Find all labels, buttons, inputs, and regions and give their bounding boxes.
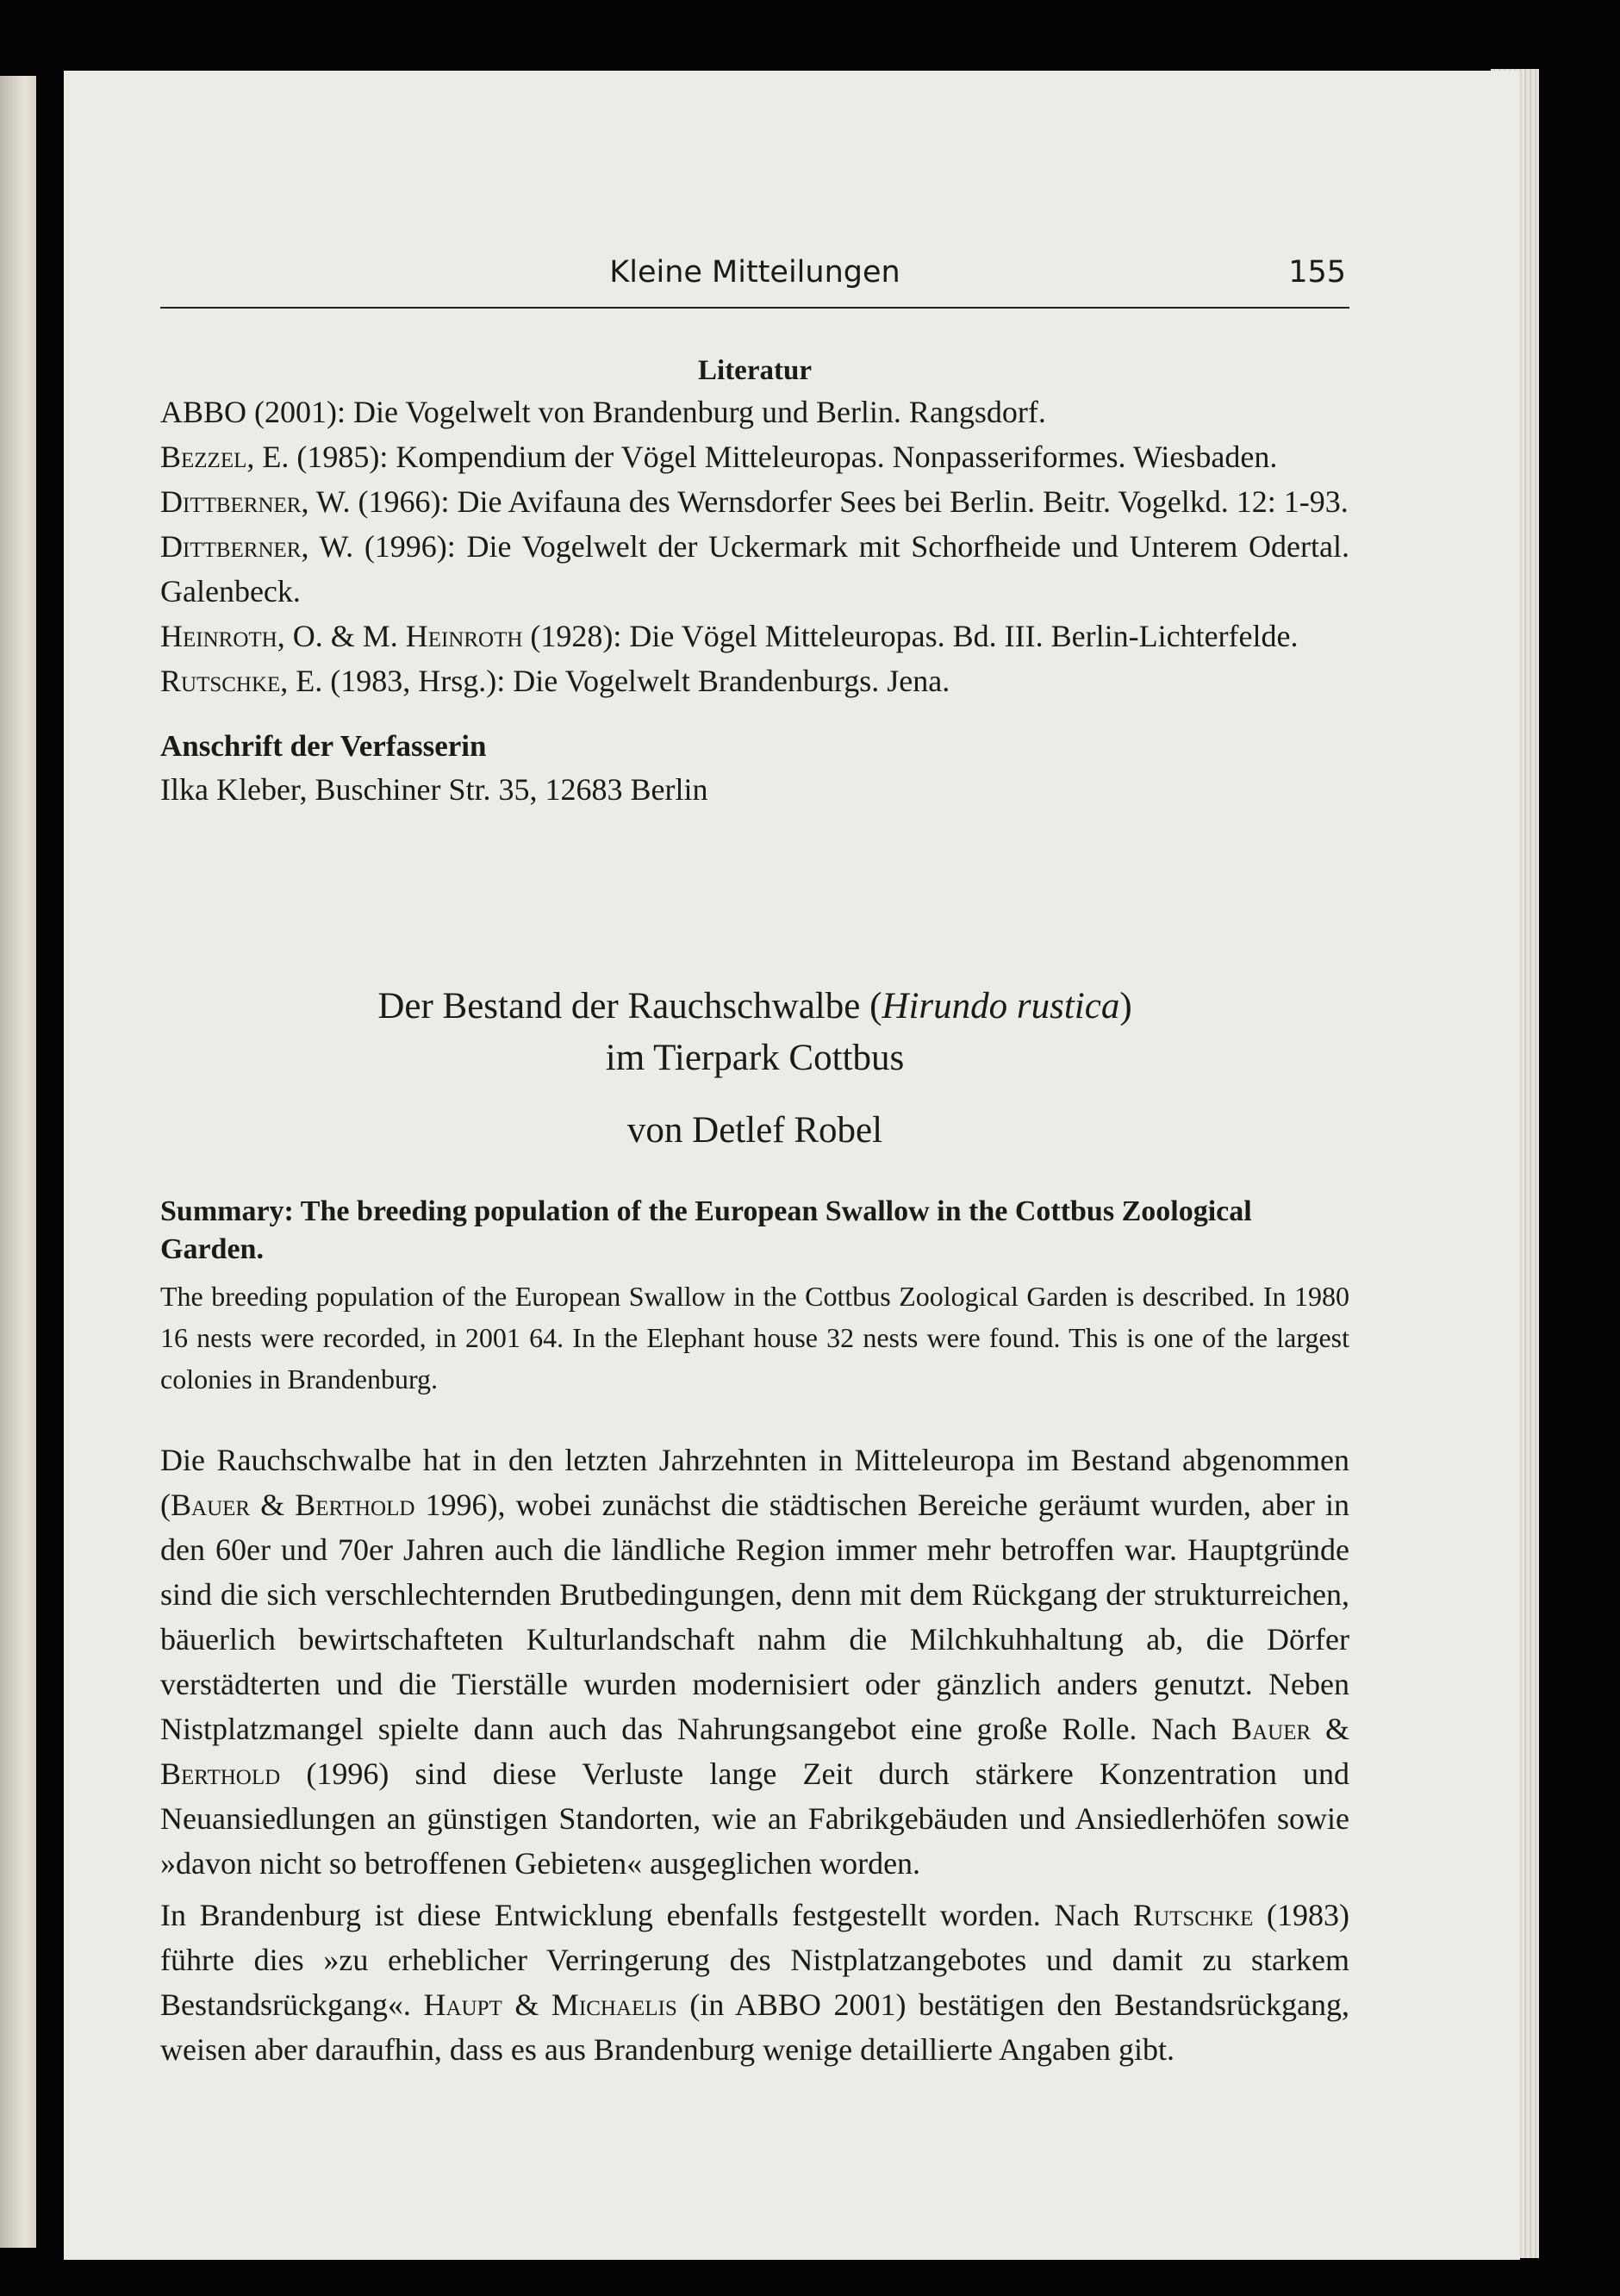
reference-list [160, 390, 1349, 703]
text-run: 1996), wobei zunächst die städtischen Bereiche geräumt wurden, aber in den 60er und 70er Jahren auch die ländliche Region immer mehr betroffen war. Hauptgründe sind die sich verschlechternden Brutbedingungen, denn mit dem Rückgang der strukturreichen, bäuerlich bewirtschafteten Kulturlandschaft nahm die Milchkuhhaltung ab, die Dörfer verstädterten und die Tierställe wurden modernisiert oder gänzlich anders genutzt. Neben Nistplatzmangel spielte dann auch das Nahrungsangebot eine große Rolle. Nach [160, 1488, 1349, 1746]
reference-text: (1983, Hrsg.): Die Vogelwelt Brandenburgs. Jena. [322, 664, 950, 698]
running-head [160, 253, 1349, 309]
reference-author: Rutschke, E. [160, 664, 323, 698]
summary-text: The breeding population of the European Swallow in the Cottbus Zoological Garden is described. In 1980 16 nests were recorded, in 2001 64. In the Elephant house 32 nests were found. This is one of the largest colonies in Brandenburg. [160, 1281, 1349, 1394]
reference-author: Heinroth, O. & M. Heinroth [160, 619, 523, 653]
text-run: In Brandenburg ist diese Entwicklung ebenfalls festgestellt worden. Nach [160, 1898, 1134, 1932]
text-run: (1996) sind diese Verluste lange Zeit durch stärkere Konzentration und Neuansiedlungen an günstigen Standorten, wie an Fabrikgebäuden und Ansiedlerhöfen sowie »davon nicht so betroffenen Gebieten« ausgeglichen worden. [160, 1756, 1349, 1881]
cited-author: Bauer & Berthold [171, 1488, 415, 1522]
reference-item [160, 614, 1349, 658]
text-run: Die Rauchschwalbe hat in den letzten Jahrzehnten in Mitteleuropa im Bestand abgenommen ( [160, 1443, 1349, 1522]
reference-author: Bezzel, E. [160, 440, 290, 474]
reference-item [160, 390, 1349, 434]
address-heading: Anschrift der Verfasserin [160, 729, 487, 763]
reference-text: (1996): Die Vogelwelt der Uckermark mit Schorfheide und Unterem Odertal. Galenbeck. [160, 529, 1350, 608]
text-run: (in ABBO 2001) bestätigen den Bestandsrückgang, weisen aber daraufhin, dass es aus Brandenburg wenige detaillierte Angaben gibt. [160, 1987, 1349, 2067]
reference-item [160, 434, 1349, 479]
reference-item [160, 524, 1349, 614]
running-head-title: Kleine Mitteilungen [609, 255, 900, 290]
reference-text: (2001): Die Vogelwelt von Brandenburg und Berlin. Rangsdorf. [246, 395, 1046, 429]
adjacent-page-edge [0, 76, 36, 2248]
cited-author: Bauer & Berthold [160, 1712, 1349, 1791]
body-paragraph-1 [160, 1438, 1349, 1886]
article-title-line2: im Tierpark Cottbus [605, 1038, 905, 1078]
reference-text: (1985): Kompendium der Vögel Mitteleuropas. Nonpasseriformes. Wiesbaden. [289, 440, 1278, 474]
reference-text: (1966): Die Avifauna des Wernsdorfer Sees bei Berlin. Beitr. Vogelkd. 12: 1-93. [350, 484, 1349, 519]
reference-text: (1928): Die Vögel Mitteleuropas. Bd. III. Berlin-Lichterfelde. [522, 619, 1299, 653]
article-title [160, 981, 1349, 1084]
article-title-species: Hirundo rustica [882, 986, 1120, 1026]
references-heading: Literatur [698, 355, 812, 386]
reference-item [160, 479, 1349, 524]
text-run: (1983) führte dies »zu erheblicher Verringerung des Nistplatzangebotes und damit zu starkem Bestandsrückgang«. [160, 1898, 1349, 2022]
page-number: 155 [1288, 255, 1346, 290]
page-content [160, 253, 1349, 2072]
author-address: Ilka Kleber, Buschiner Str. 35, 12683 Berlin [160, 772, 708, 807]
cited-author: Rutschke [1133, 1898, 1254, 1932]
reference-item [160, 658, 1349, 703]
article-author: von Detlef Robel [626, 1110, 883, 1151]
reference-author: Dittberner, W. [160, 484, 351, 519]
reference-author: Dittberner, W. [160, 529, 354, 564]
article-title-prefix: Der Bestand der Rauchschwalbe ( [377, 986, 882, 1026]
article-title-suffix: ) [1119, 986, 1132, 1026]
reference-author: ABBO [160, 395, 247, 429]
cited-author: Haupt & Michaelis [423, 1987, 677, 2022]
body-paragraph-2 [160, 1893, 1349, 2072]
summary-heading: Summary: The breeding population of the European Swallow in the Cottbus Zoological Garden. [160, 1195, 1252, 1265]
